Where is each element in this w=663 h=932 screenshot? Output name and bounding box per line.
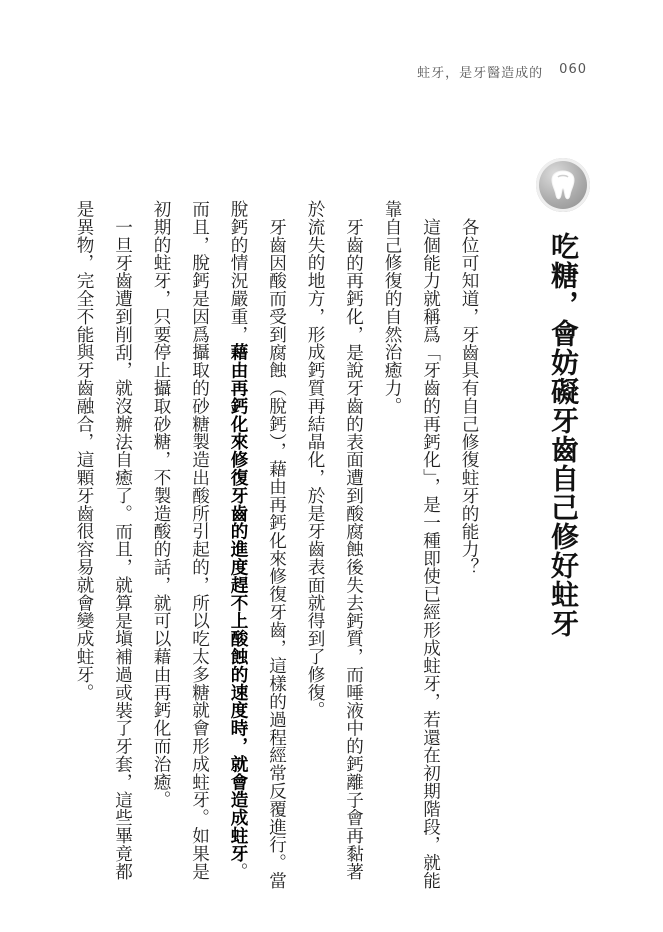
paragraph-4	[142, 200, 296, 890]
page-number: 060	[559, 62, 587, 77]
paragraph-3: 牙齒的再鈣化，是說牙齒的表面遭到酸腐蝕後失去鈣質，而唾液中的鈣離子會再黏著於流失的地方，形成鈣質再結晶化，於是牙齒表面就得到了修復。	[305, 200, 364, 880]
section-title: 吃糖，會妨礙牙齒自己修好蛀牙	[547, 232, 580, 638]
chapter-title: 蛀牙，是牙醫造成的	[417, 66, 544, 81]
paragraph-4-intro: 牙齒因酸而受到腐蝕（脫鈣），藉由再鈣化來修復牙齒，這樣的過程經常反覆進行。當脫鈣的情況嚴重，	[228, 200, 287, 889]
paragraph-4-rest: 。而且，脫鈣是因爲攝取的砂糖製造出酸所引起的，所以吃太多糖就會形成蛀牙。如果是初期的蛀牙，只要停止攝取砂糖，不製造酸的話，就可以藉由再鈣化而治癒。	[151, 200, 248, 881]
running-header	[417, 62, 587, 81]
paragraph-2: 這個能力就稱爲「牙齒的再鈣化」，是一種即使已經形成蛀牙，若還在初期階段，就能靠自己修復的自然治癒力。	[382, 200, 441, 889]
paragraph-1: 各位可知道，牙齒具有自己修復蛀牙的能力？	[459, 217, 479, 576]
body-text	[65, 200, 489, 890]
paragraph-5: 一旦牙齒遭到削刮，就沒辦法自癒了。而且，就算是塡補過或裝了牙套，這些畢竟都是異物，完全不能與牙齒融合，這顆牙齒很容易就會變成蛀牙。	[74, 200, 133, 880]
section-heading	[528, 158, 598, 662]
tooth-icon	[536, 158, 590, 212]
emphasis-text: 藉由再鈣化來修復牙齒的進度趕不上酸蝕的速度時，就會造成蛀牙	[228, 343, 249, 863]
